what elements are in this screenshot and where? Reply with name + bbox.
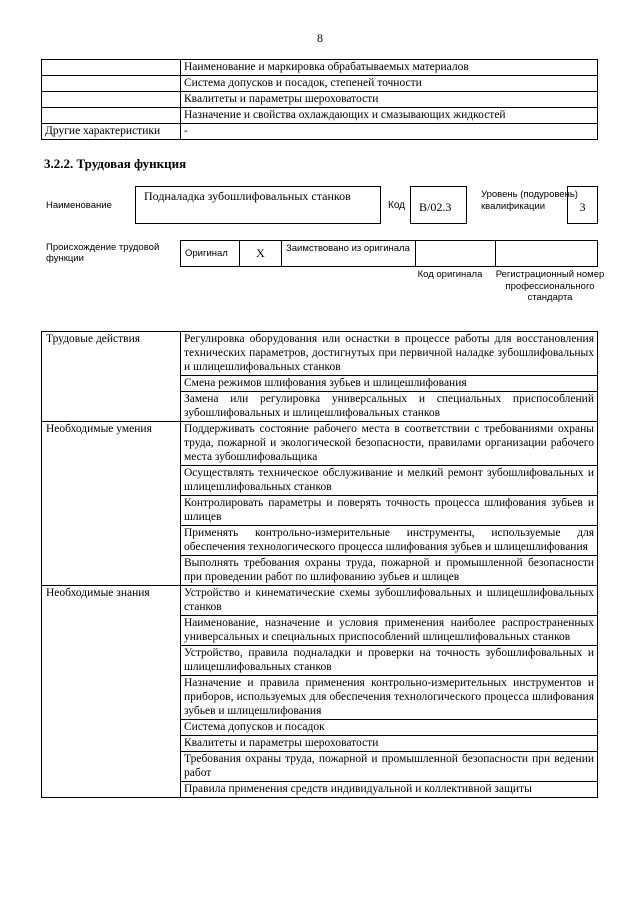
origin-borrowed-cell: Заимствовано из оригинала <box>282 241 416 267</box>
item-cell: Регулировка оборудования или оснастки в процессе работы для восстановления технических параметров, достигнутых при первичной наладке зубошлифовальных и шлицешлифовальных станков <box>181 332 598 376</box>
item-cell: Осуществлять техническое обслуживание и мелкий ремонт зубошлифовальных и шлицешлифовальных станков <box>181 466 598 496</box>
name-label: Наименование <box>46 200 112 211</box>
item-cell: Система допусков и посадок, степеней точности <box>181 76 598 92</box>
table-row <box>42 108 598 124</box>
category-cell: Необходимые знания <box>42 586 181 798</box>
origin-table <box>180 240 598 267</box>
origin-label: Происхождение трудовой функции <box>46 242 160 264</box>
category-cell <box>42 92 181 108</box>
item-cell: Назначение и свойства охлаждающих и смазывающих жидкостей <box>181 108 598 124</box>
item-cell: Выполнять требования охраны труда, пожарной и промышленной безопасности при проведении работ по шлифованию зубьев и шлицев <box>181 556 598 586</box>
item-cell: Квалитеты и параметры шероховатости <box>181 736 598 752</box>
table-row <box>42 422 598 466</box>
reg-number-label: Регистрационный номер профессионального стандарта <box>495 269 605 303</box>
table-row <box>42 60 598 76</box>
item-cell: Квалитеты и параметры шероховатости <box>181 92 598 108</box>
category-cell: Необходимые умения <box>42 422 181 586</box>
item-cell: Применять контрольно-измерительные инструменты, используемые для обеспечения технологического процесса шлифования зубьев и шлицешлифования <box>181 526 598 556</box>
main-table <box>41 331 598 798</box>
item-cell: Требования охраны труда, пожарной и промышленной безопасности при ведении работ <box>181 752 598 782</box>
level-value: 3 <box>567 186 598 224</box>
item-cell: Замена или регулировка универсальных и специальных приспособлений зубошлифовальных и шлицешлифовальных станков <box>181 392 598 422</box>
table-row <box>42 92 598 108</box>
category-cell: Другие характеристики <box>42 124 181 140</box>
code-value: B/02.3 <box>410 186 467 224</box>
category-cell <box>42 76 181 92</box>
table-row <box>42 586 598 616</box>
item-cell: Устройство, правила подналадки и проверки на точность зубошлифовальных и шлицешлифовальных станков <box>181 646 598 676</box>
name-value: Подналадка зубошлифовальных станков <box>135 186 381 224</box>
item-cell: Смена режимов шлифования зубьев и шлицешлифования <box>181 376 598 392</box>
level-label: Уровень (подуровень) квалификации <box>481 189 578 212</box>
item-cell: Система допусков и посадок <box>181 720 598 736</box>
item-cell: Контролировать параметры и поверять точность процесса шлифования зубьев и шлицев <box>181 496 598 526</box>
category-cell: Трудовые действия <box>42 332 181 422</box>
page-number: 8 <box>317 31 323 45</box>
reg-number-cell <box>496 241 598 267</box>
table-row <box>42 76 598 92</box>
code-label: Код <box>388 200 406 211</box>
code-original-label: Код оригинала <box>417 269 483 280</box>
item-cell: Устройство и кинематические схемы зубошлифовальных и шлицешлифовальных станков <box>181 586 598 616</box>
item-cell: Наименование и маркировка обрабатываемых материалов <box>181 60 598 76</box>
item-cell: Назначение и правила применения контрольно-измерительных инструментов и приборов, используемых для обеспечения технологического процесса шлифования зубьев и шлицешлифования <box>181 676 598 720</box>
item-cell: Поддерживать состояние рабочего места в соответствии с требованиями охраны труда, пожарной и экологической безопасности, правилами организации рабочего места зубошлифовальщика <box>181 422 598 466</box>
origin-original-cell: Оригинал <box>181 241 240 267</box>
code-original-cell <box>416 241 496 267</box>
category-cell <box>42 60 181 76</box>
category-cell <box>42 108 181 124</box>
origin-mark: X <box>240 241 282 267</box>
section-title: 3.2.2. Трудовая функция <box>44 156 187 171</box>
table-row <box>42 124 598 140</box>
item-cell: Наименование, назначение и условия применения наиболее распространенных универсальных и специальных приспособлений шлицешлифовальных станков <box>181 616 598 646</box>
item-cell: Правила применения средств индивидуальной и коллективной защиты <box>181 782 598 798</box>
table-row <box>42 332 598 376</box>
top-table <box>41 59 598 140</box>
item-cell: - <box>181 124 598 140</box>
